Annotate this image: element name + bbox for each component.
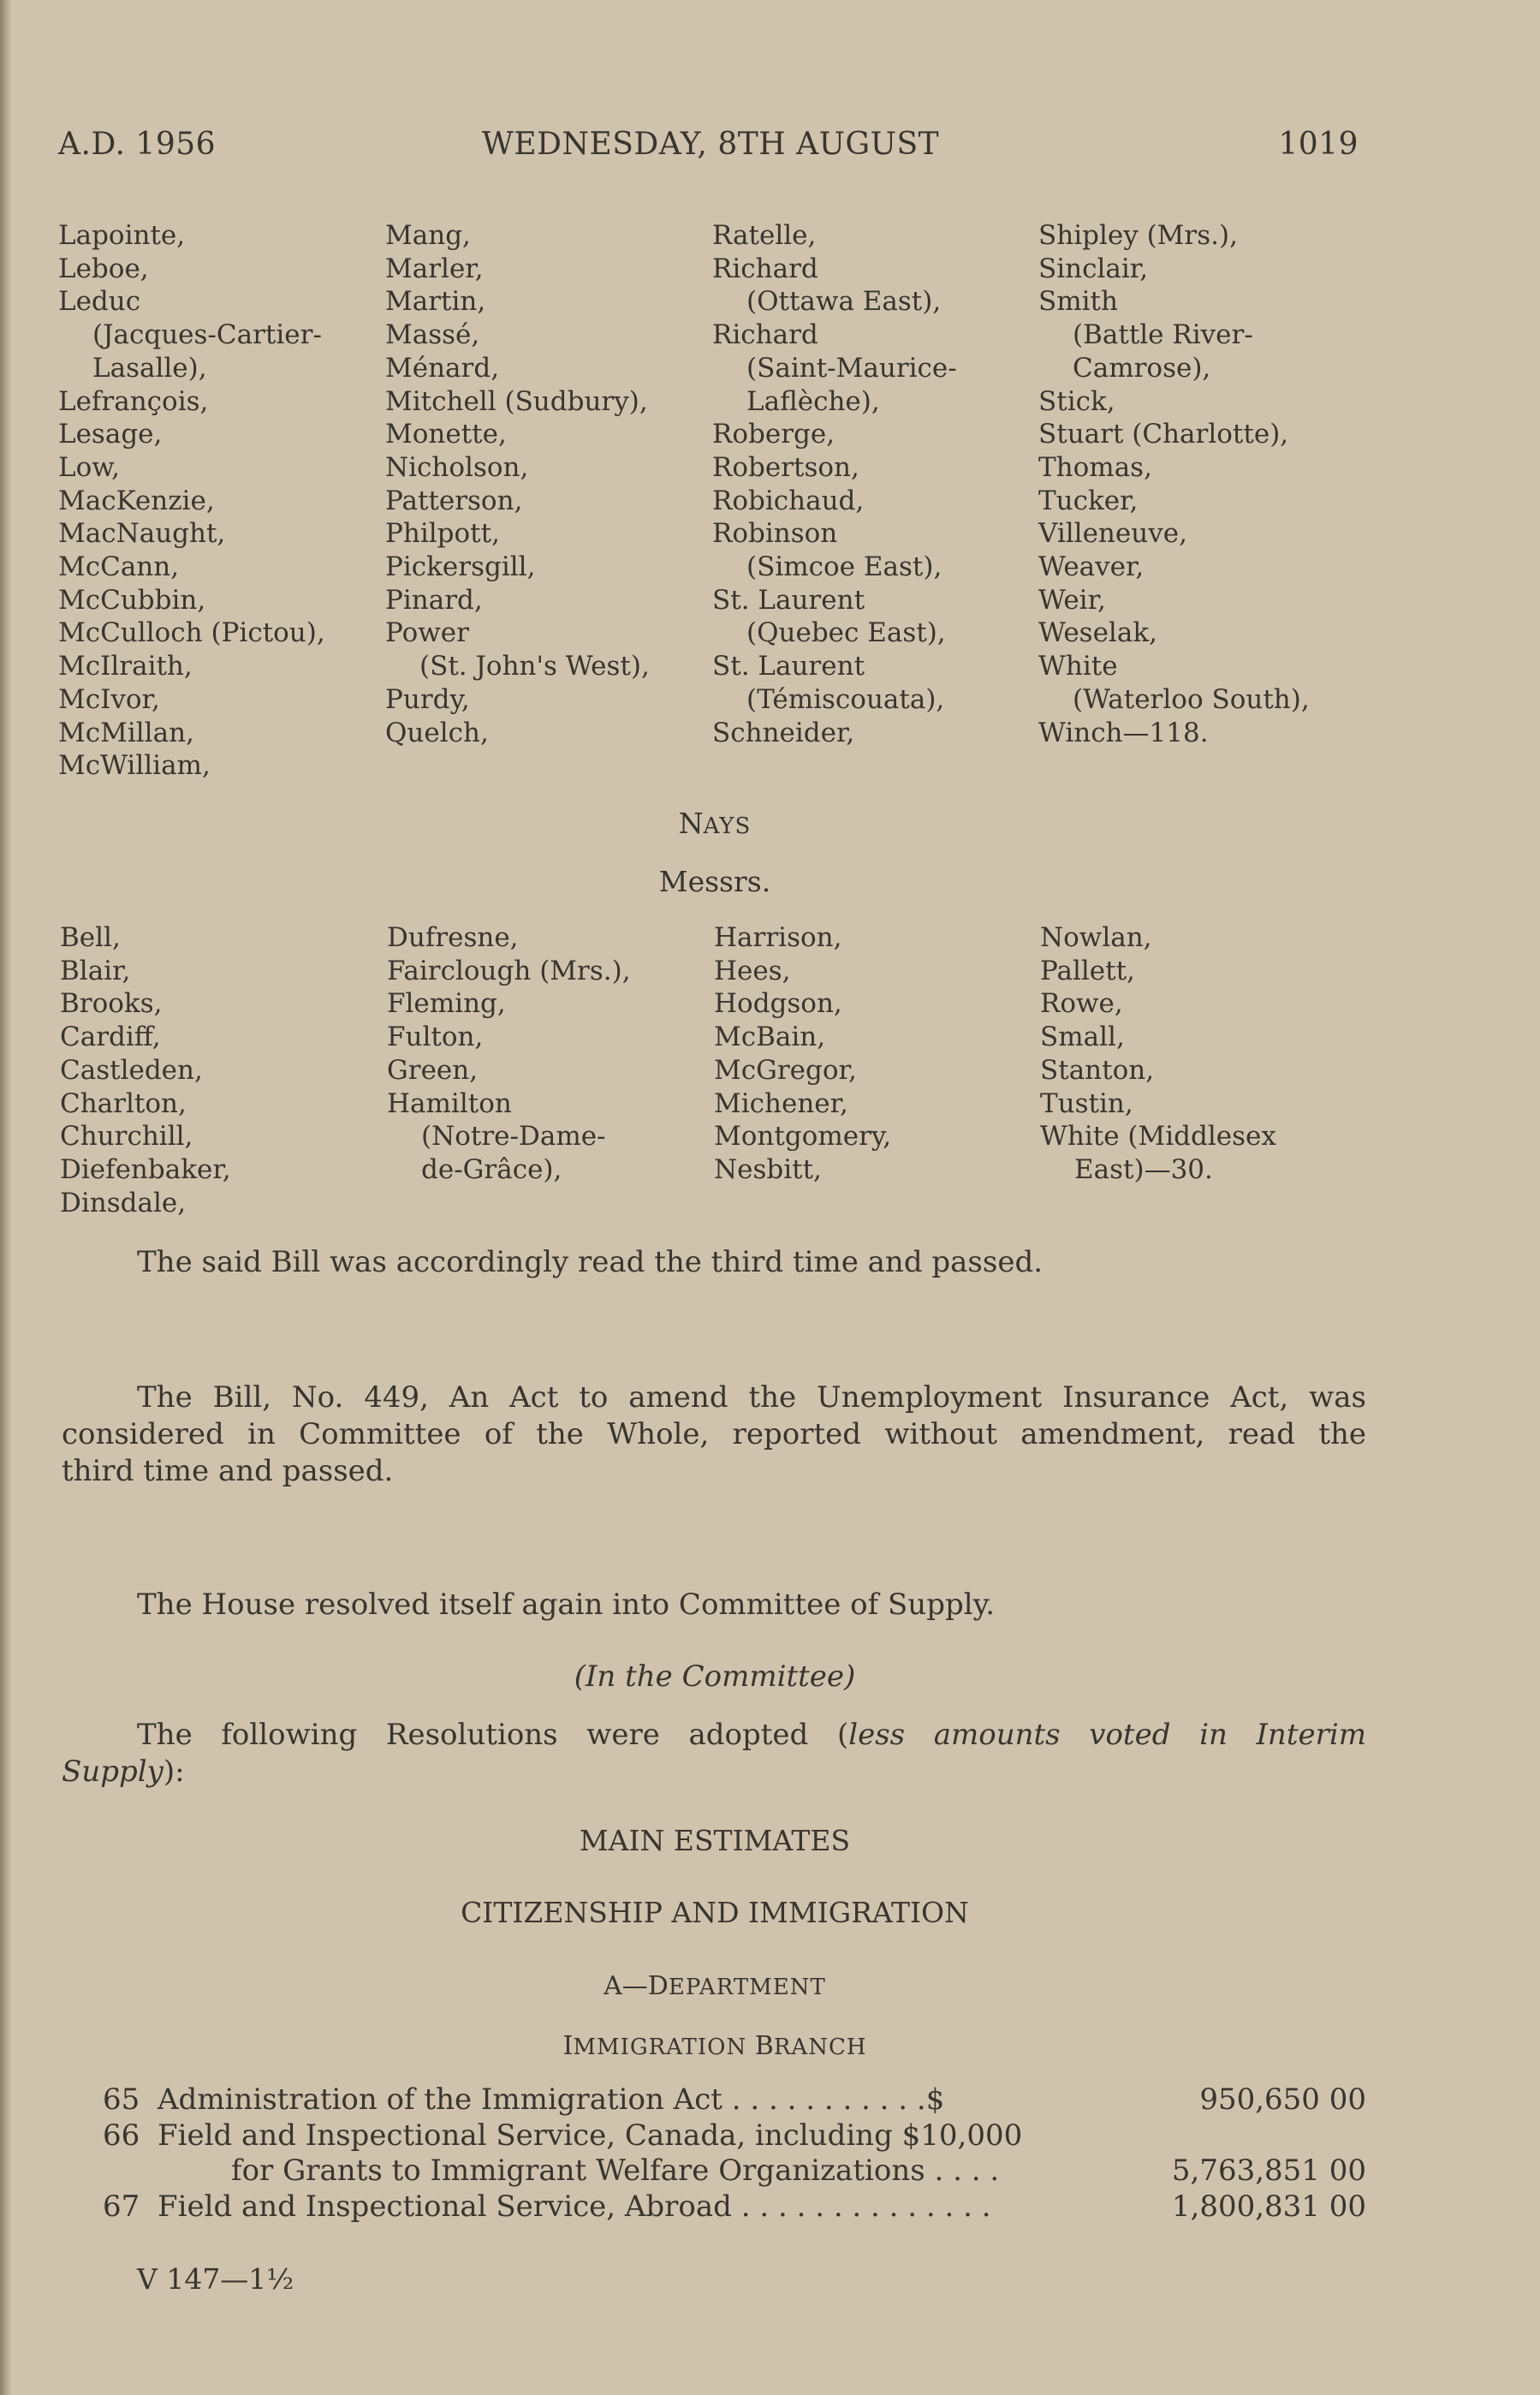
estimate-item: [103, 2189, 1366, 2225]
paragraph-line: third time and passed.: [62, 1454, 394, 1488]
yeas-member-name: Robinson: [712, 518, 838, 550]
yeas-member-name: Monette,: [385, 419, 507, 450]
yeas-member-name: (Waterloo South),: [1073, 683, 1310, 715]
yeas-member-name: Philpott,: [385, 518, 500, 550]
nays-member-name: Blair,: [60, 955, 131, 986]
nays-column: [1040, 921, 1276, 1187]
yeas-member-name: Lesage,: [58, 419, 163, 450]
estimate-description: Field and Inspectional Service, Canada, including $10,000: [158, 2118, 1023, 2153]
nays-member-name: Michener,: [714, 1087, 848, 1119]
in-committee-label: (In the Committee): [574, 1659, 856, 1694]
yeas-member-name: Weir,: [1038, 584, 1106, 616]
nays-column: [60, 921, 231, 1219]
estimate-description-continued: for Grants to Immigrant Welfare Organizations . . . .: [231, 2154, 1000, 2188]
paragraph-resolutions: [62, 1717, 1366, 1790]
yeas-member-name: (Battle River-: [1073, 319, 1253, 351]
yeas-member-name: (Quebec East),: [746, 617, 946, 649]
estimate-description: Field and Inspectional Service, Abroad . . . . . . . . . . . . . .: [158, 2189, 991, 2224]
yeas-member-name: Marler,: [385, 253, 484, 284]
estimate-item: [103, 2082, 1366, 2118]
nays-member-name: Stanton,: [1040, 1054, 1155, 1086]
yeas-member-name: McWilliam,: [58, 750, 211, 782]
resolutions-lead: The following Resolutions were adopted (: [137, 1718, 849, 1752]
resolutions-italic-2: Supply: [62, 1755, 164, 1789]
yeas-member-name: Ménard,: [385, 352, 500, 384]
nays-member-name: Rowe,: [1040, 988, 1123, 1020]
nays-heading-rest: AYS: [703, 813, 752, 839]
heading-branch-rest-2: RANCH: [773, 2035, 867, 2060]
yeas-member-name: (Saint-Maurice-: [746, 352, 957, 384]
yeas-member-name: Tucker,: [1038, 485, 1139, 516]
messrs-label: Messrs.: [658, 865, 771, 898]
heading-immigration-branch: [0, 2031, 1430, 2061]
paragraph-bill-449: [62, 1379, 1366, 1490]
nays-member-name: Small,: [1040, 1022, 1125, 1053]
nays-member-name: McBain,: [714, 1022, 826, 1053]
yeas-member-name: Patterson,: [385, 485, 523, 516]
nays-member-name: Charlton,: [60, 1087, 187, 1119]
yeas-member-name: McCann,: [58, 551, 180, 583]
nays-member-name: Diefenbaker,: [60, 1153, 231, 1185]
heading-a-prefix: A—D: [604, 1971, 669, 2001]
yeas-member-name: (Témiscouata),: [746, 683, 945, 715]
nays-member-name: Bell,: [60, 922, 121, 953]
yeas-member-name: Purdy,: [385, 683, 470, 715]
yeas-member-name: Leduc: [58, 286, 141, 318]
yeas-member-name: Weselak,: [1038, 617, 1157, 649]
yeas-member-name: Leboe,: [58, 253, 149, 284]
estimate-number: 67: [103, 2189, 140, 2224]
yeas-member-name: (Ottawa East),: [746, 286, 942, 318]
heading-branch-initial-2: B: [754, 2031, 774, 2061]
nays-member-name: Tustin,: [1040, 1087, 1133, 1119]
yeas-member-name: (St. John's West),: [419, 651, 650, 682]
nays-member-name: Hees,: [714, 955, 791, 986]
estimate-amount: 950,650 00: [1199, 2082, 1366, 2117]
resolutions-line-2: [62, 1754, 1366, 1790]
paragraph-line: considered in Committee of the Whole, reported without amendment, read the: [62, 1417, 1366, 1451]
nays-column: [387, 921, 631, 1187]
yeas-member-name: Laflèche),: [746, 385, 880, 417]
yeas-member-name: Stick,: [1038, 385, 1115, 417]
yeas-member-name: Sinclair,: [1038, 253, 1149, 284]
yeas-member-name: Roberge,: [712, 419, 835, 450]
yeas-member-name: (Jacques-Cartier-: [92, 319, 322, 351]
estimate-description: Administration of the Immigration Act . . . . . . . . . . .$: [158, 2082, 945, 2117]
yeas-member-name: Stuart (Charlotte),: [1038, 419, 1289, 450]
yeas-member-name: St. Laurent: [712, 584, 865, 616]
yeas-member-name: (Simcoe East),: [746, 551, 942, 583]
yeas-member-name: Shipley (Mrs.),: [1038, 220, 1238, 251]
yeas-member-name: Massé,: [385, 319, 480, 351]
paragraph-line: The Bill, No. 449, An Act to amend the Unemployment Insurance Act, was: [137, 1380, 1366, 1415]
yeas-member-name: Pickersgill,: [385, 551, 536, 583]
estimate-item-continuation: [103, 2153, 1366, 2189]
yeas-member-name: MacNaught,: [58, 518, 226, 550]
yeas-member-name: Nicholson,: [385, 451, 529, 483]
nays-member-name: Pallett,: [1040, 955, 1135, 986]
nays-member-name: Nesbitt,: [714, 1153, 822, 1185]
nays-member-name: Hodgson,: [714, 988, 842, 1020]
yeas-member-name: Lefrançois,: [58, 385, 209, 417]
nays-member-name: Dinsdale,: [60, 1187, 187, 1218]
page-header-date: WEDNESDAY, 8TH AUGUST: [481, 127, 940, 162]
nays-member-name: Fleming,: [387, 988, 506, 1020]
yeas-member-name: Pinard,: [385, 584, 483, 616]
estimate-item: [103, 2118, 1366, 2154]
nays-heading-initial: N: [678, 807, 704, 840]
resolutions-tail: ):: [163, 1755, 185, 1789]
nays-member-name: Fairclough (Mrs.),: [387, 955, 631, 986]
nays-member-name: Nowlan,: [1040, 922, 1152, 953]
yeas-member-name: Ratelle,: [712, 220, 817, 251]
nays-member-name: McGregor,: [714, 1054, 857, 1086]
yeas-member-name: Camrose),: [1073, 352, 1211, 384]
yeas-member-name: Martin,: [385, 286, 486, 318]
estimate-amount: 5,763,851 00: [1171, 2154, 1366, 2188]
heading-a-department: [0, 1971, 1430, 2001]
nays-member-name: Cardiff,: [60, 1022, 161, 1053]
nays-member-name: Fulton,: [387, 1022, 484, 1053]
nays-member-name: East)—30.: [1074, 1153, 1213, 1185]
paragraph-committee-text: The House resolved itself again into Committee of Supply.: [137, 1588, 996, 1622]
nays-member-name: de-Grâce),: [421, 1153, 562, 1185]
yeas-member-name: Winch—118.: [1038, 717, 1209, 748]
heading-a-rest: EPARTMENT: [668, 1975, 826, 2000]
yeas-member-name: Thomas,: [1038, 451, 1152, 483]
nays-member-name: Hamilton: [387, 1087, 512, 1119]
page-footer-signature: V 147—1½: [137, 2262, 294, 2296]
nays-member-name: White (Middlesex: [1040, 1121, 1276, 1153]
yeas-member-name: McMillan,: [58, 717, 194, 748]
heading-department-name: CITIZENSHIP AND IMMIGRATION: [461, 1896, 969, 1929]
yeas-member-name: Low,: [58, 451, 120, 483]
yeas-member-name: St. Laurent: [712, 651, 865, 682]
yeas-member-name: Lasalle),: [92, 352, 207, 384]
yeas-member-name: McIvor,: [58, 683, 160, 715]
nays-member-name: Montgomery,: [714, 1121, 892, 1153]
yeas-member-name: Smith: [1038, 286, 1118, 318]
estimate-number: 66: [103, 2118, 140, 2153]
paragraph-bill-passed-text: The said Bill was accordingly read the third time and passed.: [137, 1245, 1044, 1279]
yeas-column: [712, 219, 957, 749]
nays-member-name: Castleden,: [60, 1054, 203, 1086]
yeas-member-name: Quelch,: [385, 717, 489, 748]
yeas-member-name: Richard: [712, 319, 818, 351]
page-number: 1019: [1278, 127, 1359, 162]
nays-heading: [0, 807, 1430, 840]
nays-member-name: Harrison,: [714, 922, 842, 953]
paragraph-bill-passed: [62, 1244, 1366, 1281]
nays-member-name: (Notre-Dame-: [421, 1121, 606, 1153]
yeas-member-name: McIlraith,: [58, 651, 193, 682]
yeas-member-name: White: [1038, 651, 1118, 682]
yeas-member-name: Mang,: [385, 220, 471, 251]
nays-member-name: Green,: [387, 1054, 479, 1086]
estimate-amount: 1,800,831 00: [1171, 2189, 1366, 2224]
nays-member-name: Dufresne,: [387, 922, 519, 953]
yeas-member-name: Robertson,: [712, 451, 859, 483]
yeas-member-name: Power: [385, 617, 469, 649]
yeas-member-name: Villeneuve,: [1038, 518, 1187, 550]
resolutions-line-1: [62, 1717, 1366, 1754]
yeas-column: [1038, 219, 1310, 749]
yeas-member-name: Weaver,: [1038, 551, 1145, 583]
yeas-member-name: Robichaud,: [712, 485, 865, 516]
paragraph-committee-of-supply: [62, 1587, 1366, 1623]
estimate-number: 65: [103, 2082, 140, 2117]
page-header-year: A.D. 1956: [58, 127, 217, 162]
yeas-member-name: McCulloch (Pictou),: [58, 617, 325, 649]
nays-member-name: Brooks,: [60, 988, 163, 1020]
yeas-member-name: Mitchell (Sudbury),: [385, 385, 648, 417]
yeas-member-name: MacKenzie,: [58, 485, 215, 516]
nays-member-name: Churchill,: [60, 1121, 193, 1153]
heading-main-estimates: MAIN ESTIMATES: [579, 1824, 851, 1857]
yeas-column: [385, 219, 650, 749]
resolutions-italic-1: less amounts voted in Interim: [848, 1718, 1366, 1752]
yeas-column: [58, 219, 325, 783]
yeas-member-name: McCubbin,: [58, 584, 206, 616]
yeas-member-name: Lapointe,: [58, 220, 186, 251]
heading-branch-rest-1: MMIGRATION: [573, 2035, 747, 2060]
nays-column: [714, 921, 891, 1187]
yeas-member-name: Schneider,: [712, 717, 855, 748]
yeas-member-name: Richard: [712, 253, 818, 284]
heading-branch-initial-1: I: [562, 2031, 574, 2061]
